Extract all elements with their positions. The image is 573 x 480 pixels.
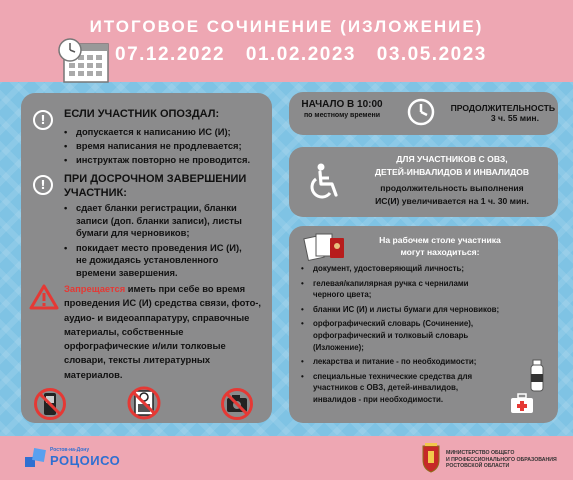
calendar-icon: [56, 38, 112, 84]
early-list: [64, 202, 242, 279]
desk-list: [301, 263, 553, 406]
wheelchair-icon: [309, 163, 343, 201]
clock-icon: [407, 98, 435, 126]
late-heading: ЕСЛИ УЧАСТНИК ОПОЗДАЛ:: [64, 108, 220, 120]
rcoi-logo: РОЦОИСО: [50, 453, 121, 468]
rcoi-logo-icon: [23, 445, 49, 471]
ministry-text: МИНИСТЕРСТВО ОБЩЕГО И ПРОФЕССИОНАЛЬНОГО ОБРАЗОВАНИЯ РОСТОВСКОЙ ОБЛАСТИ: [446, 450, 557, 469]
list-item: • покидает место проведения ИС (И), не дожидаясь установленного времени завершения.: [64, 242, 242, 280]
list-item: • сдает бланки регистрации, бланки записи (доп. бланки записи), листы бумаги для черновиков;: [64, 202, 242, 240]
no-phone-icon: [33, 387, 67, 421]
date-2: 01.02.2023: [245, 44, 356, 65]
no-camera-icon: [220, 387, 254, 421]
list-item: • орфографический словарь (Сочинение), орфографический и толковый словарь (Изложение);: [301, 318, 553, 353]
list-item: • гелевая/капилярная ручка с чернилами черного цвета;: [301, 278, 553, 301]
date-3: 03.05.2023: [376, 44, 487, 65]
coat-of-arms-icon: [420, 442, 442, 474]
list-item: • специальные технические средства для участников с ОВЗ, детей-инвалидов, инвалидов - при необходимости.: [301, 371, 553, 406]
forbidden-lead: Запрещается: [64, 283, 126, 294]
list-item: • лекарства и питание - по необходимости;: [301, 356, 553, 368]
ovz-text: продолжительность выполнения ИС(И) увеличивается на 1 ч. 30 мин.: [375, 183, 529, 206]
first-aid-kit-icon: [509, 393, 535, 415]
page-title: ИТОГОВОЕ СОЧИНЕНИЕ (ИЗЛОЖЕНИЕ): [89, 17, 484, 36]
late-list: [64, 125, 250, 167]
alert-icon: !: [33, 175, 53, 195]
list-item: • время написания не продлевается;: [64, 139, 250, 153]
alert-icon: !: [33, 110, 53, 130]
start-time: НАЧАЛО В 10:00 по местному времени: [301, 99, 383, 119]
ovz-title: ДЛЯ УЧАСТНИКОВ С ОВЗ, ДЕТЕЙ-ИНВАЛИДОВ И ИНВАЛИДОВ: [374, 154, 530, 177]
no-cheatsheet-icon: [127, 385, 161, 421]
desk-heading: На рабочем столе участника могут находиться:: [379, 235, 501, 257]
list-item: • документ, удостоверяющий личность;: [301, 263, 553, 275]
list-item: • инструктаж повторно не проводится.: [64, 153, 250, 167]
water-bottle-icon: [527, 358, 547, 394]
duration: ПРОДОЛЖИТЕЛЬНОСТЬ 3 ч. 55 мин.: [450, 103, 555, 123]
forbidden-text: Запрещается иметь при себе во время проведения ИС (И) средства связи, фото-, аудио- и видеоаппаратуру, справочные материалы, собственные орфографические и/или толковые словари, тексты литературных материалов.: [64, 283, 262, 380]
list-item: • допускается к написанию ИС (И);: [64, 125, 250, 139]
early-heading: ПРИ ДОСРОЧНОМ ЗАВЕРШЕНИИ УЧАСТНИК:: [64, 173, 247, 199]
rcoi-logo-small: Ростов-на-Дону: [50, 447, 90, 453]
exam-dates: [115, 44, 487, 66]
warning-icon: [29, 284, 59, 310]
documents-icon: [302, 228, 350, 264]
date-1: 07.12.2022: [115, 44, 226, 65]
list-item: • бланки ИС (И) и листы бумаги для черновиков;: [301, 304, 553, 316]
